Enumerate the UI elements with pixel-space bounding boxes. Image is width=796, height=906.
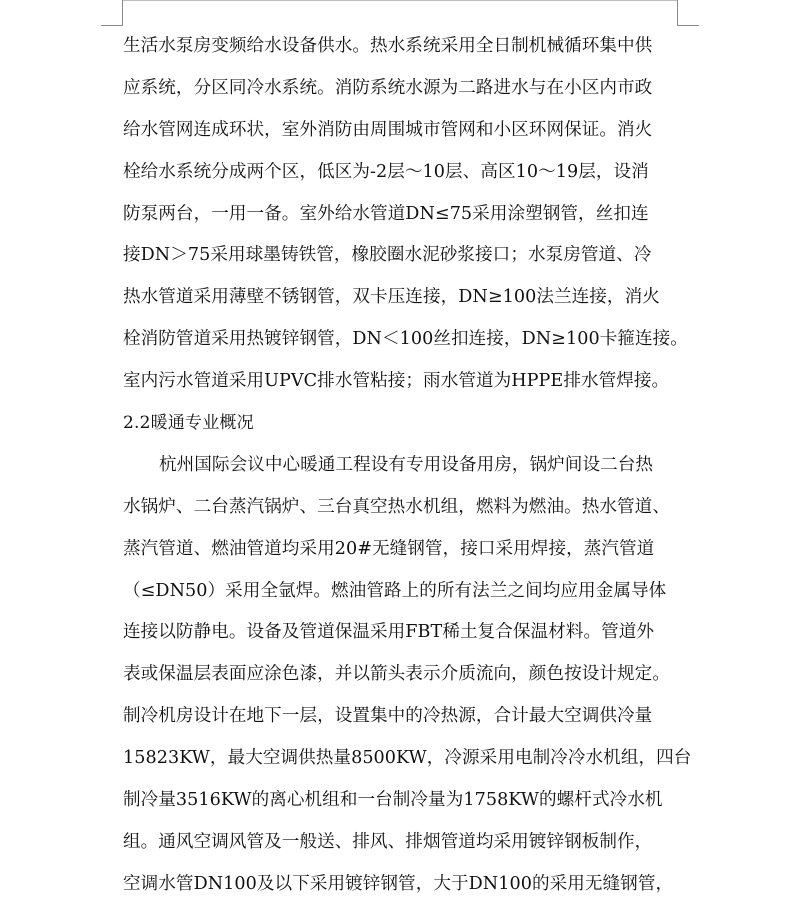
text-line: 制冷机房设计在地下一层，设置集中的冷热源，合计最大空调供冷量	[123, 706, 653, 727]
text-line: 连接以防静电。设备及管道保温采用FBT稀土复合保温材料。管道外	[123, 622, 655, 643]
text-line: 空调水管DN100及以下采用镀锌钢管，大于DN100的采用无缝钢管，	[123, 873, 674, 894]
text-line: 蒸汽管道、燃油管道均采用20#无缝钢管，接口采用焊接，蒸汽管道	[123, 538, 655, 559]
text-line: 生活水泵房变频给水设备供水。热水系统采用全日制机械循环集中供	[123, 36, 653, 56]
text-line: 15823KW，最大空调供热量8500KW，冷源采用电制冷冷水机组，四台	[123, 748, 692, 769]
text-line: 热水管道采用薄壁不锈钢管，双卡压连接，DN≥100法兰连接，消火	[123, 287, 660, 308]
text-line: 应系统，分区同冷水系统。消防系统水源为二路进水与在小区内市政	[123, 77, 653, 98]
margin-mark-left-horizontal	[101, 25, 123, 26]
text-line: 表或保温层表面应涂色漆，并以箭头表示介质流向，颜色按设计规定。	[123, 664, 670, 685]
text-line: 室内污水管道采用UPVC排水管粘接；雨水管道为HPPE排水管焊接。	[123, 371, 670, 392]
text-line: 制冷量3516KW的离心机组和一台制冷量为1758KW的螺杆式冷水机	[123, 790, 663, 811]
section-heading: 2.2暖通专业概况	[123, 413, 254, 434]
paragraph-first-line: 杭州国际会议中心暖通工程设有专用设备用房，锅炉间设二台热	[159, 454, 654, 475]
page-top-edge	[122, 0, 678, 1]
text-line: 给水管网连成环状，室外消防由周围城市管网和小区环网保证。消火	[123, 119, 653, 140]
margin-mark-right-vertical	[677, 0, 678, 26]
document-body	[123, 26, 692, 906]
margin-mark-left-vertical	[122, 0, 123, 26]
text-line: 组。通风空调风管及一般送、排风、排烟管道均采用镀锌钢板制作，	[123, 831, 653, 852]
text-line: 栓消防管道采用热镀锌钢管，DN＜100丝扣连接，DN≥100卡箍连接。	[123, 329, 688, 350]
text-line: 栓给水系统分成两个区，低区为-2层～10层、高区10～19层，设消	[123, 161, 649, 182]
text-line: 水锅炉、二台蒸汽锅炉、三台真空热水机组，燃料为燃油。热水管道、	[123, 496, 670, 517]
text-line: 防泵两台，一用一备。室外给水管道DN≤75采用涂塑钢管，丝扣连	[123, 203, 649, 224]
text-line: （≤DN50）采用全氩焊。燃油管路上的所有法兰之间均应用金属导体	[123, 580, 667, 601]
text-line: 接DN＞75采用球墨铸铁管，橡胶圈水泥砂浆接口；水泵房管道、冷	[123, 245, 652, 266]
